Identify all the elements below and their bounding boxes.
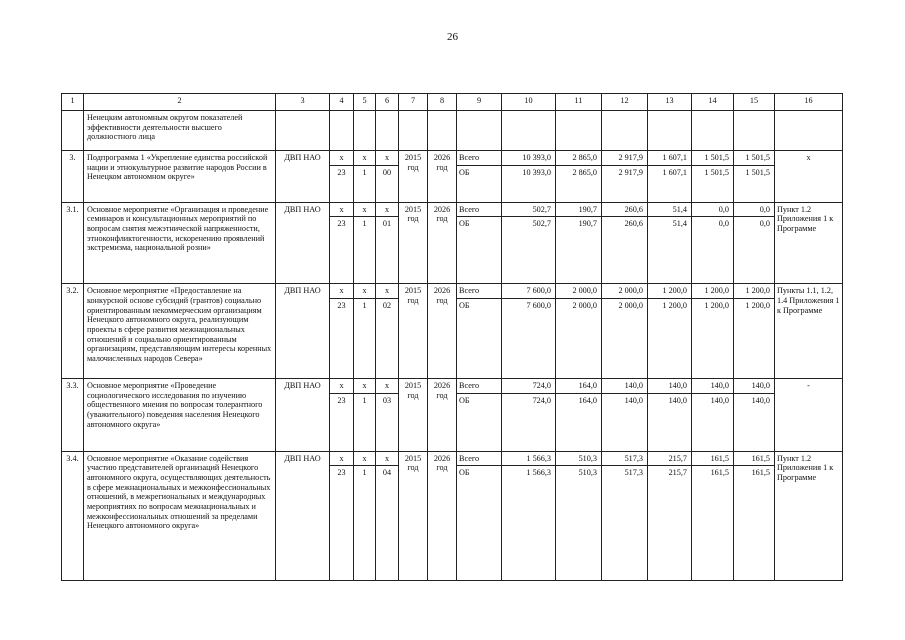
source-label: ОБ <box>457 466 502 581</box>
code-cell: 1 <box>354 393 376 451</box>
amount-cell: 1 200,0 <box>692 284 734 299</box>
source-label: Всего <box>457 151 502 166</box>
code-cell: х <box>330 284 354 299</box>
source-label: ОБ <box>457 165 502 202</box>
source-label: ОБ <box>457 217 502 284</box>
table-row <box>62 284 843 299</box>
table-row <box>62 151 843 166</box>
code-cell: 00 <box>376 165 399 202</box>
program-table <box>61 93 843 581</box>
amount-cell: 1 200,0 <box>692 299 734 379</box>
header-cell: 15 <box>734 94 775 111</box>
amount-cell: 161,5 <box>692 451 734 466</box>
reference-note: - <box>775 379 843 452</box>
code-cell: х <box>330 202 354 217</box>
start-year: 2015 год <box>399 151 428 203</box>
amount-cell: 140,0 <box>734 393 775 451</box>
executor: ДВП НАО <box>276 202 330 284</box>
amount-cell: 2 000,0 <box>556 299 602 379</box>
header-cell: 5 <box>354 94 376 111</box>
amount-cell: 1 501,5 <box>734 165 775 202</box>
header-cell: 6 <box>376 94 399 111</box>
amount-cell: 140,0 <box>648 379 692 394</box>
amount-cell: 517,3 <box>602 451 648 466</box>
page-number: 26 <box>447 31 458 43</box>
end-year: 2026 год <box>428 451 457 581</box>
amount-cell: 164,0 <box>556 379 602 394</box>
amount-cell: 1 607,1 <box>648 151 692 166</box>
code-cell: 04 <box>376 466 399 581</box>
amount-cell: 10 393,0 <box>502 165 556 202</box>
amount-cell: 502,7 <box>502 202 556 217</box>
header-cell: 8 <box>428 94 457 111</box>
amount-cell: 2 000,0 <box>602 299 648 379</box>
executor: ДВП НАО <box>276 451 330 581</box>
start-year: 2015 год <box>399 202 428 284</box>
amount-cell: 1 501,5 <box>734 151 775 166</box>
header-cell: 9 <box>457 94 502 111</box>
amount-cell: 10 393,0 <box>502 151 556 166</box>
amount-cell: 161,5 <box>734 451 775 466</box>
reference-note: Пункт 1.2 Приложения 1 к Программе <box>775 451 843 581</box>
end-year: 2026 год <box>428 151 457 203</box>
amount-cell: 2 917,9 <box>602 151 648 166</box>
end-year: 2026 год <box>428 284 457 379</box>
amount-cell: 260,6 <box>602 217 648 284</box>
amount-cell: 7 600,0 <box>502 299 556 379</box>
header-cell: 11 <box>556 94 602 111</box>
amount-cell: 517,3 <box>602 466 648 581</box>
amount-cell: 190,7 <box>556 202 602 217</box>
continuation-text: Ненецким автономным округом показателей эффективности деятельности высшего должностного лица <box>84 111 276 151</box>
header-cell: 12 <box>602 94 648 111</box>
code-cell: х <box>376 379 399 394</box>
amount-cell: 51,4 <box>648 217 692 284</box>
amount-cell: 0,0 <box>692 202 734 217</box>
code-cell: х <box>354 451 376 466</box>
code-cell: х <box>354 202 376 217</box>
amount-cell: 140,0 <box>692 379 734 394</box>
amount-cell: 2 000,0 <box>602 284 648 299</box>
amount-cell: 215,7 <box>648 466 692 581</box>
code-cell: 01 <box>376 217 399 284</box>
code-cell: х <box>376 202 399 217</box>
source-label: Всего <box>457 284 502 299</box>
amount-cell: 140,0 <box>648 393 692 451</box>
code-cell: х <box>330 379 354 394</box>
amount-cell: 724,0 <box>502 393 556 451</box>
header-cell: 2 <box>84 94 276 111</box>
header-cell: 7 <box>399 94 428 111</box>
header-cell: 4 <box>330 94 354 111</box>
amount-cell: 140,0 <box>692 393 734 451</box>
amount-cell: 190,7 <box>556 217 602 284</box>
executor: ДВП НАО <box>276 379 330 452</box>
table-row <box>62 451 843 466</box>
source-label: Всего <box>457 379 502 394</box>
amount-cell: 260,6 <box>602 202 648 217</box>
amount-cell: 1 200,0 <box>734 284 775 299</box>
source-label: Всего <box>457 202 502 217</box>
code-cell: 02 <box>376 299 399 379</box>
source-label: ОБ <box>457 393 502 451</box>
end-year: 2026 год <box>428 202 457 284</box>
code-cell: 1 <box>354 466 376 581</box>
executor: ДВП НАО <box>276 284 330 379</box>
amount-cell: 724,0 <box>502 379 556 394</box>
activity-name: Основное мероприятие «Организация и проведение семинаров и консультационных мероприятий по вопросам снятия межэтнической напряженности, этноконфликтогенности, искоренению проявлений экстремизма, национальной розни» <box>84 202 276 284</box>
table-row <box>62 202 843 217</box>
amount-cell: 164,0 <box>556 393 602 451</box>
executor: ДВП НАО <box>276 151 330 203</box>
row-number: 3. <box>62 151 84 203</box>
header-cell: 10 <box>502 94 556 111</box>
amount-cell: 0,0 <box>734 217 775 284</box>
reference-note: Пункт 1.2 Приложения 1 к Программе <box>775 202 843 284</box>
code-cell: х <box>376 451 399 466</box>
amount-cell: 1 566,3 <box>502 466 556 581</box>
code-cell: 23 <box>330 217 354 284</box>
code-cell: 03 <box>376 393 399 451</box>
amount-cell: 1 501,5 <box>692 151 734 166</box>
amount-cell: 502,7 <box>502 217 556 284</box>
header-cell: 3 <box>276 94 330 111</box>
amount-cell: 510,3 <box>556 451 602 466</box>
code-cell: х <box>354 151 376 166</box>
table-row <box>62 379 843 394</box>
amount-cell: 2 000,0 <box>556 284 602 299</box>
continuation-row <box>62 111 843 151</box>
amount-cell: 7 600,0 <box>502 284 556 299</box>
activity-name: Подпрограмма 1 «Укрепление единства российской нации и этнокультурное развитие народов России в Ненецком автономном округе» <box>84 151 276 203</box>
header-cell: 16 <box>775 94 843 111</box>
row-number: 3.4. <box>62 451 84 581</box>
activity-name: Основное мероприятие «Проведение социологического исследования по изучению общественного мнения по вопросам толерантного (уважительного) поведения населения Ненецкого автономного округа» <box>84 379 276 452</box>
header-cell: 1 <box>62 94 84 111</box>
code-cell: х <box>354 379 376 394</box>
amount-cell: 2 865,0 <box>556 165 602 202</box>
code-cell: х <box>376 284 399 299</box>
amount-cell: 1 200,0 <box>648 299 692 379</box>
start-year: 2015 год <box>399 379 428 452</box>
source-label: ОБ <box>457 299 502 379</box>
amount-cell: 2 865,0 <box>556 151 602 166</box>
source-label: Всего <box>457 451 502 466</box>
end-year: 2026 год <box>428 379 457 452</box>
row-number: 3.1. <box>62 202 84 284</box>
start-year: 2015 год <box>399 284 428 379</box>
amount-cell: 1 607,1 <box>648 165 692 202</box>
amount-cell: 140,0 <box>734 379 775 394</box>
amount-cell: 0,0 <box>692 217 734 284</box>
header-cell: 13 <box>648 94 692 111</box>
amount-cell: 215,7 <box>648 451 692 466</box>
reference-note: х <box>775 151 843 203</box>
code-cell: х <box>330 451 354 466</box>
code-cell: 1 <box>354 217 376 284</box>
amount-cell: 1 200,0 <box>734 299 775 379</box>
row-number: 3.3. <box>62 379 84 452</box>
amount-cell: 161,5 <box>734 466 775 581</box>
header-row <box>62 94 843 111</box>
code-cell: 1 <box>354 299 376 379</box>
amount-cell: 1 501,5 <box>692 165 734 202</box>
reference-note: Пункты 1.1, 1.2, 1.4 Приложения 1 к Программе <box>775 284 843 379</box>
code-cell: 23 <box>330 299 354 379</box>
activity-name: Основное мероприятие «Предоставление на конкурсной основе субсидий (грантов) социально ориентированным некоммерческим организациям Ненецкого автономного округа, реализующим проекты в сфере развития межнациональных отношений и социально ориентированным организациям, представляющим интересы коренных малочисленных народов Севера» <box>84 284 276 379</box>
amount-cell: 1 200,0 <box>648 284 692 299</box>
amount-cell: 140,0 <box>602 379 648 394</box>
amount-cell: 2 917,9 <box>602 165 648 202</box>
code-cell: 23 <box>330 393 354 451</box>
row-number: 3.2. <box>62 284 84 379</box>
code-cell: 23 <box>330 165 354 202</box>
code-cell: х <box>354 284 376 299</box>
amount-cell: 51,4 <box>648 202 692 217</box>
code-cell: 1 <box>354 165 376 202</box>
code-cell: 23 <box>330 466 354 581</box>
amount-cell: 510,3 <box>556 466 602 581</box>
amount-cell: 0,0 <box>734 202 775 217</box>
amount-cell: 161,5 <box>692 466 734 581</box>
header-cell: 14 <box>692 94 734 111</box>
code-cell: х <box>330 151 354 166</box>
amount-cell: 140,0 <box>602 393 648 451</box>
start-year: 2015 год <box>399 451 428 581</box>
amount-cell: 1 566,3 <box>502 451 556 466</box>
activity-name: Основное мероприятие «Оказание содействия участию представителей организаций Ненецкого автономного округа, осуществляющих деятельность в сфере межнациональных и межконфессиональных отношений, в межрегиональных и международных мероприятиях по вопросам межнациональных и межконфессиональных отношений за пределами Ненецкого автономного округа» <box>84 451 276 581</box>
code-cell: х <box>376 151 399 166</box>
